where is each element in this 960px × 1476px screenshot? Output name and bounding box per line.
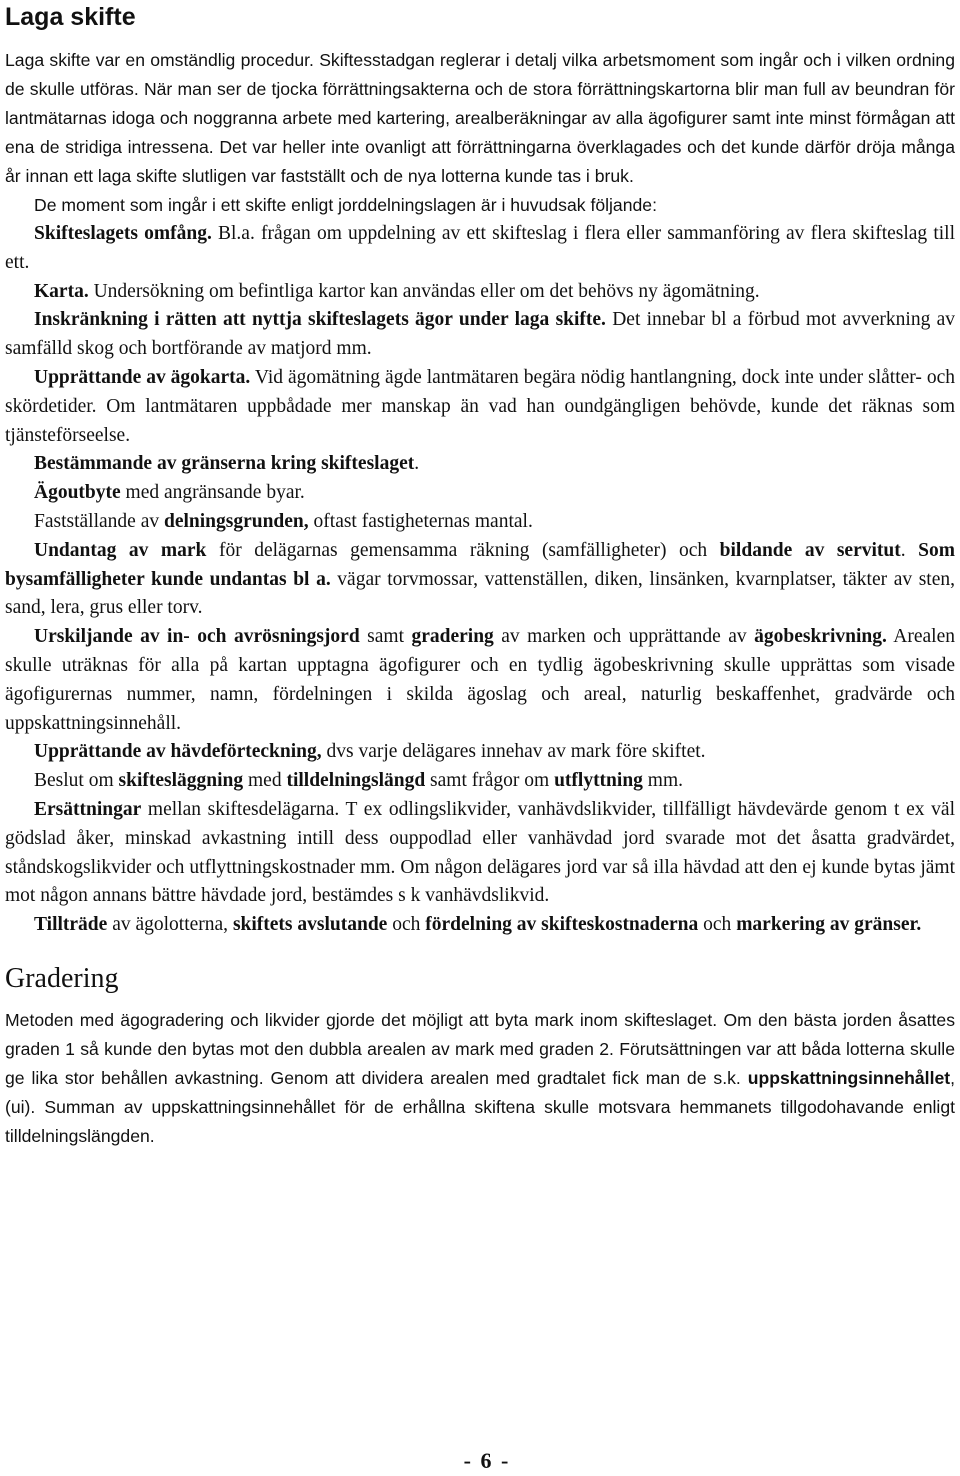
moment-agoutbyte xyxy=(5,479,955,508)
moment-term: Som bysamfälligheter kunde undantas bl a. xyxy=(5,539,955,590)
moment-term: markering av gränser. xyxy=(736,914,922,936)
moment-text: Arealen skulle uträknas för alla på kartan upptagna ägofigurer och en tydlig ägobeskrivning skulle upprättas som visade ägofigurernas nummer, namn, fördelningen i skilda ägoslag och areal, naturlig beskaffenhet, gradvärde och uppskattningsinnehåll. xyxy=(5,626,955,734)
moment-term: delningsgrunden, xyxy=(163,510,309,532)
moment-term: Bestämmande av gränserna kring skifteslaget xyxy=(34,453,415,475)
moment-karta xyxy=(5,278,955,307)
moment-text: Det innebar bl a förbud mot avverkning av samfälld skog och bortförande av matjord mm. xyxy=(5,309,955,360)
moment-delningsgrunden xyxy=(5,508,955,537)
moment-text: med xyxy=(243,770,287,792)
moments-lead-paragraph: De moment som ingår i ett skifte enligt jorddelningslagen är i huvudsak följande: xyxy=(34,195,657,215)
moment-text: av marken och upprättande av xyxy=(493,626,755,648)
moment-text: vägar torvmossar, vattenställen, diken, linsänken, kvarnplatser, täkter av sten, sand, lera, grus eller torv. xyxy=(5,568,955,619)
moment-term: skiftets avslutande xyxy=(232,914,388,936)
moment-text: oftast fastigheternas mantal. xyxy=(308,510,533,532)
section-heading-laga-skifte: Laga skifte xyxy=(5,3,136,31)
moment-term: gradering xyxy=(411,626,494,648)
page-number: - 6 - xyxy=(463,1448,511,1473)
moment-text: . xyxy=(900,539,919,561)
moment-term: Skifteslagets omfång. xyxy=(34,223,212,244)
moment-term: Ägoutbyte xyxy=(34,482,121,504)
section-heading-gradering: Gradering xyxy=(5,962,119,994)
moment-term: Upprättande av ägokarta. xyxy=(34,366,251,388)
moment-term: skiftesläggning xyxy=(118,770,244,792)
moment-agokarta xyxy=(5,364,955,450)
gradering-text: , (ui). Summan av uppskattningsinnehållet för de erhållna skiftena skulle motsvara hemmanets tillgodohavande enligt tilldelningslängden. xyxy=(5,1067,955,1146)
moment-text: och xyxy=(698,914,737,936)
moment-urskiljande xyxy=(5,623,955,738)
moment-text: Fastställande av xyxy=(34,510,164,532)
intro-section xyxy=(5,46,955,220)
moment-term: Undantag av mark xyxy=(34,539,207,561)
moment-term: utflyttning xyxy=(554,770,643,792)
moment-inskrankning xyxy=(5,306,955,364)
moment-beslut xyxy=(5,767,955,796)
moment-text: samt frågor om xyxy=(425,770,555,792)
moment-term: Urskiljande av in- och avrösningsjord xyxy=(34,626,360,648)
moment-text: samt xyxy=(359,626,412,648)
gradering-text: Metoden med ägogradering och likvider gjorde det möjligt att byta mark inom skifteslaget. Om den bästa jorden åsattes graden 1 så kunde den bytas mot den dubbla arealen av mark med graden 2. Förutsättningen var att båda lotterna skulle ge lika stor behållen avkastning. Genom att dividera arealen med gradtalet fick man de s.k. xyxy=(5,1009,955,1088)
gradering-paragraph xyxy=(5,1006,955,1151)
moment-text: . xyxy=(414,453,420,475)
moment-text: Bl.a. frågan om uppdelning av ett skifteslag i flera eller sammanföring av flera skifteslag till ett. xyxy=(5,223,955,273)
moment-text: och xyxy=(387,914,426,936)
moment-tilltrade xyxy=(5,911,955,940)
moment-text: Beslut om xyxy=(34,770,119,792)
moment-undantag xyxy=(5,537,955,623)
moment-term: Upprättande av hävdeförteckning, xyxy=(34,741,322,763)
moment-text: mellan skiftesdelägarna. T ex odlingslikvider, vanhävdslikvider, tillfälligt hävdevärde genom t ex väl gödslad åker, minskad avkastning intill dess ouppodlad eller vanhävdad jord svarade mot det åsatta gradvärdet, ståndskogslikvider och utflyttningskostnader mm. Om någon delägares jord var så illa hävdad att den ej kunde bytas jämt mot någon annans bättre hävdade jord, bestämdes s k vanhävdslikvid. xyxy=(5,798,955,907)
moment-text: dvs varje delägares innehav av mark före skiftet. xyxy=(321,741,706,763)
moment-text: av ägolotterna, xyxy=(107,914,233,936)
moment-text: mm. xyxy=(642,770,684,792)
gradering-section xyxy=(5,1006,955,1151)
moment-skifteslagets-omfang xyxy=(5,220,955,278)
moment-ersattningar xyxy=(5,796,955,911)
moment-term: Tillträde xyxy=(34,914,108,936)
document-page xyxy=(5,0,955,1151)
moments-list xyxy=(5,220,955,940)
moment-havdeforteckning xyxy=(5,738,955,767)
moment-term: Ersättningar xyxy=(34,798,142,820)
moment-text: för delägarnas gemensamma räkning (samfälligheter) och xyxy=(206,539,720,561)
moment-term: fördelning av skifteskostnaderna xyxy=(425,914,699,936)
moment-term: bildande av servitut xyxy=(719,539,901,561)
moment-term: ägobeskrivning. xyxy=(754,626,887,648)
gradering-term: uppskattningsinnehållet xyxy=(747,1067,951,1088)
moment-text: med angränsande byar. xyxy=(120,482,305,504)
moment-granser xyxy=(5,450,955,479)
moment-term: Inskränkning i rätten att nyttja skifteslagets ägor under laga skifte. xyxy=(34,309,606,331)
moment-term: tilldelningslängd xyxy=(286,770,426,792)
moment-text: Undersökning om befintliga kartor kan användas eller om det behövs ny ägomätning. xyxy=(88,280,760,302)
moment-text: Vid ägomätning ägde lantmätaren begära nödig hantlangning, dock inte under slåtter- och skördetider. Om lantmätaren uppbådade mer manskap än vad han oundgängligen behövde, kunde det räknas som tjänsteförseelse. xyxy=(5,366,955,446)
moment-term: Karta. xyxy=(34,280,89,302)
intro-paragraph: Laga skifte var en omständlig procedur. Skiftesstadgan reglerar i detalj vilka arbetsmoment som ingår och i vilken ordning de skulle utföras. När man ser de tjocka förrättningsakterna och de stora förrättningskartorna blir man full av beundran för lantmätarnas idoga och noggranna arbete med kartering, arealberäkningar av alla ägofigurer samt inte minst förmågan att ena de stridiga intressena. Det var heller inte ovanligt att förrättningarna överklagades och det kunde därför dröja många år innan ett laga skifte slutligen var fastställt och de nya lotterna kunde tas i bruk. xyxy=(5,50,955,186)
